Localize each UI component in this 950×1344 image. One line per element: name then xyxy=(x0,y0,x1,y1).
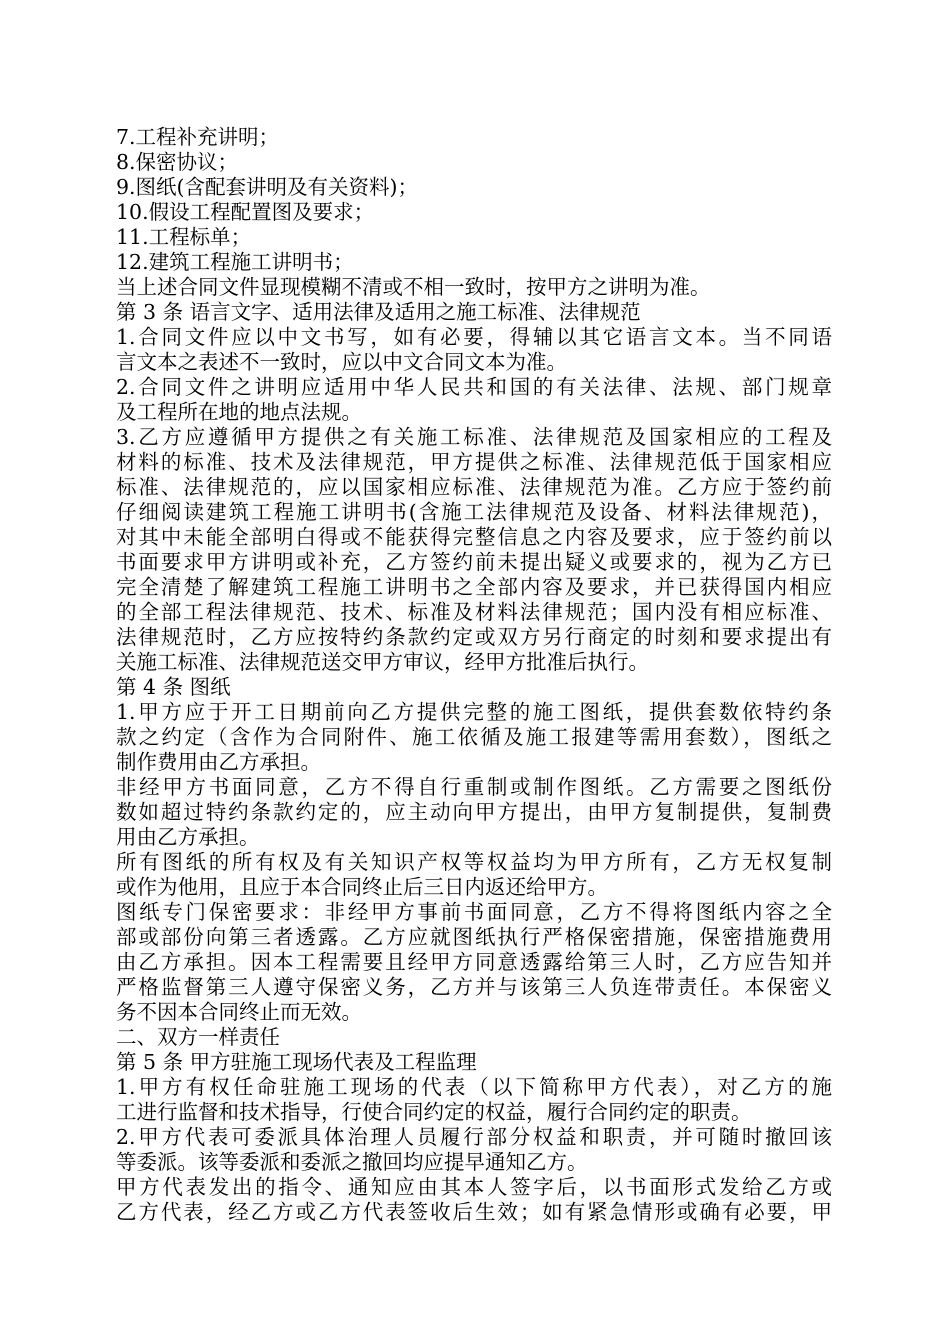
text-line: 10.假设工程配置图及要求； xyxy=(116,200,375,224)
text-line: 法律规范时，乙方应按特约条款约定或双方另行商定的时刻和要求提出有 xyxy=(116,625,832,649)
text-line: 7.工程补充讲明； xyxy=(116,125,280,149)
text-line: 3.乙方应遵循甲方提供之有关施工标准、法律规范及国家相应的工程及 xyxy=(116,425,832,449)
text-line: 标准、法律规范的，应以国家相应标准、法律规范为准。乙方应于签约前 xyxy=(116,475,832,499)
text-line: 2.合同文件之讲明应适用中华人民共和国的有关法律、法规、部门规章 xyxy=(116,375,832,399)
text-line: 或作为他用，且应于本合同终止后三日内返还给甲方。 xyxy=(116,875,608,899)
text-line: 由乙方承担。因本工程需要且经甲方同意透露给第三人时，乙方应告知并 xyxy=(116,950,832,974)
text-line: 数如超过特约条款约定的，应主动向甲方提出，由甲方复制提供，复制费 xyxy=(116,800,832,824)
text-line: 材料的标准、技术及法律规范，甲方提供之标准、法律规范低于国家相应 xyxy=(116,450,832,474)
text-line: 制作费用由乙方承担。 xyxy=(116,750,321,774)
text-line: 12.建筑工程施工讲明书； xyxy=(116,250,354,274)
text-line: 图纸专门保密要求：非经甲方事前书面同意，乙方不得将图纸内容之全 xyxy=(116,900,832,924)
text-line: 款之约定（含作为合同附件、施工依循及施工报建等需用套数），图纸之 xyxy=(116,725,832,749)
text-line: 第 4 条 图纸 xyxy=(116,675,231,699)
text-line: 对其中未能全部明白得或不能获得完整信息之内容及要求，应于签约前以 xyxy=(116,525,832,549)
text-line: 当上述合同文件显现模糊不清或不相一致时，按甲方之讲明为准。 xyxy=(116,275,711,299)
text-line: 等委派。该等委派和委派之撤回均应提早通知乙方。 xyxy=(116,1150,588,1174)
text-line: 第 3 条 语言文字、适用法律及适用之施工标准、法律规范 xyxy=(116,300,641,324)
text-line: 1.甲方应于开工日期前向乙方提供完整的施工图纸，提供套数依特约条 xyxy=(116,700,832,724)
text-line: 关施工标准、法律规范送交甲方审议，经甲方批准后执行。 xyxy=(116,650,649,674)
text-line: 第 5 条 甲方驻施工现场代表及工程监理 xyxy=(116,1050,477,1074)
text-line: 所有图纸的所有权及有关知识产权等权益均为甲方所有，乙方无权复制 xyxy=(116,850,832,874)
text-line: 及工程所在地的地点法规。 xyxy=(116,400,362,424)
text-line: 8.保密协议； xyxy=(116,150,239,174)
text-line: 务不因本合同终止而无效。 xyxy=(116,1000,362,1024)
text-line: 乙方代表，经乙方或乙方代表签收后生效；如有紧急情形或确有必要，甲 xyxy=(116,1200,832,1224)
text-line: 1.甲方有权任命驻施工现场的代表（以下简称甲方代表），对乙方的施 xyxy=(116,1075,832,1099)
text-line: 仔细阅读建筑工程施工讲明书(含施工法律规范及设备、材料法律规范)， xyxy=(116,500,832,524)
text-line: 非经甲方书面同意，乙方不得自行重制或制作图纸。乙方需要之图纸份 xyxy=(116,775,832,799)
text-line: 严格监督第三人遵守保密义务，乙方并与该第三人负连带责任。本保密义 xyxy=(116,975,832,999)
text-line: 的全部工程法律规范、技术、标准及材料法律规范；国内没有相应标准、 xyxy=(116,600,832,624)
text-line: 言文本之表述不一致时，应以中文合同文本为准。 xyxy=(116,350,567,374)
text-line: 二、双方一样责任 xyxy=(116,1025,280,1049)
text-line: 书面要求甲方讲明或补充，乙方签约前未提出疑义或要求的，视为乙方已 xyxy=(116,550,832,574)
text-line: 完全清楚了解建筑工程施工讲明书之全部内容及要求，并已获得国内相应 xyxy=(116,575,832,599)
text-line: 11.工程标单； xyxy=(116,225,252,249)
text-line: 用由乙方承担。 xyxy=(116,825,260,849)
text-line: 工进行监督和技术指导，行使合同约定的权益，履行合同约定的职责。 xyxy=(116,1100,752,1124)
text-line: 部或部份向第三者透露。乙方应就图纸执行严格保密措施，保密措施费用 xyxy=(116,925,832,949)
text-line: 2.甲方代表可委派具体治理人员履行部分权益和职责，并可随时撤回该 xyxy=(116,1125,832,1149)
text-line: 9.图纸(含配套讲明及有关资料)； xyxy=(116,175,419,199)
text-line: 1.合同文件应以中文书写，如有必要，得辅以其它语言文本。当不同语 xyxy=(116,325,832,349)
text-line: 甲方代表发出的指令、通知应由其本人签字后，以书面形式发给乙方或 xyxy=(116,1175,832,1199)
